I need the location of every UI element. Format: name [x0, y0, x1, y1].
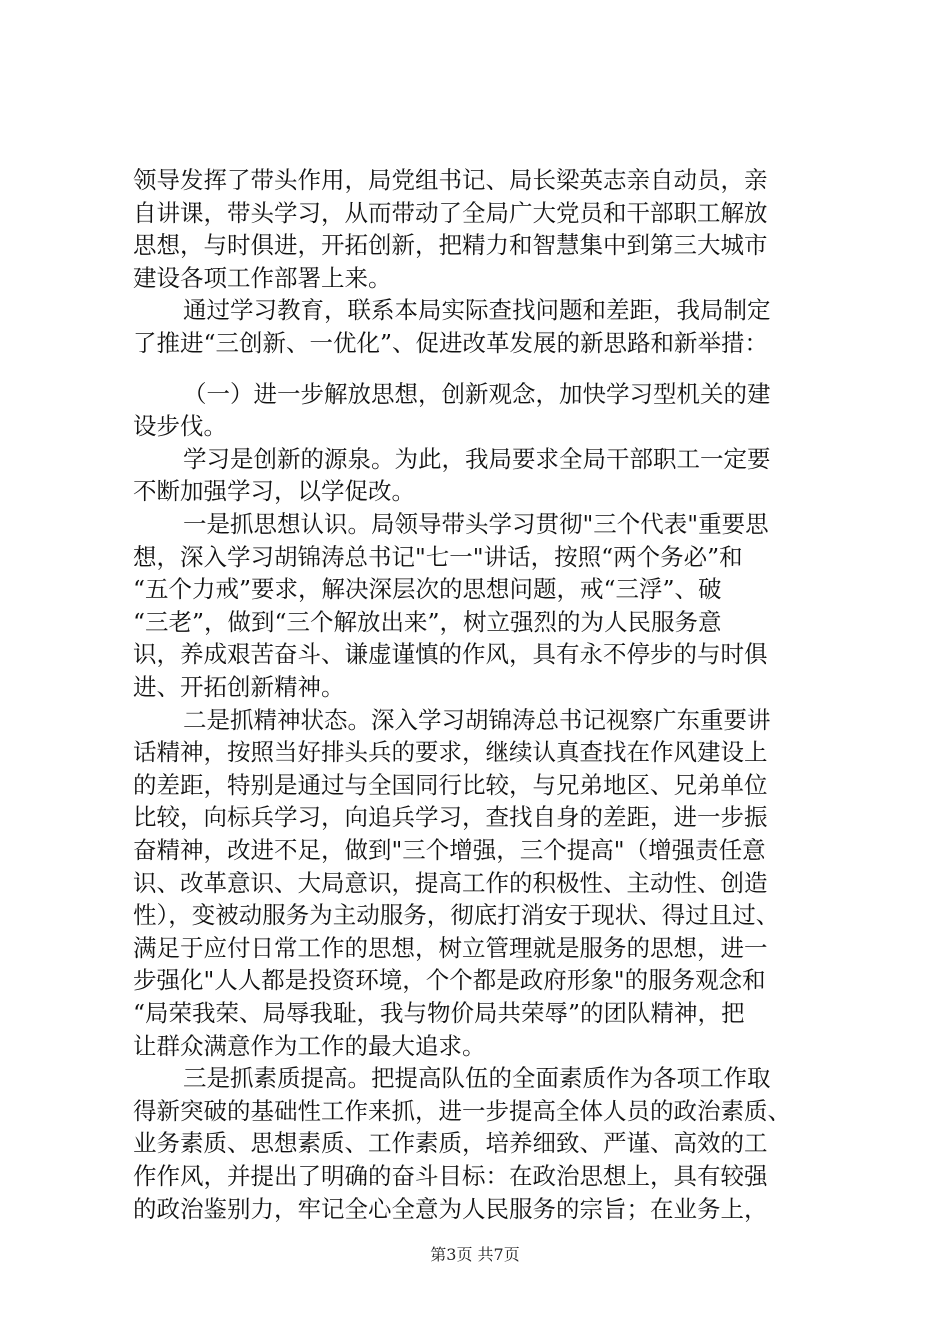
paragraph-first-line: 一是抓思想认识。局领导带头学习贯彻"三个代表"重要思 [183, 510, 769, 538]
body-text-line: 得新突破的基础性工作来抓，进一步提高全体人员的政治素质、 [133, 1097, 791, 1125]
body-text-line: “局荣我荣、局辱我耻，我与物价局共荣辱”的团队精神，把 [133, 999, 745, 1027]
body-text-line: 业务素质、思想素质、工作素质，培养细致、严谨、高效的工 [133, 1129, 768, 1157]
body-text-line: 想，深入学习胡锦涛总书记"七一"讲话，按照“两个务必”和 [133, 543, 743, 571]
body-text-line: 建设各项工作部署上来。 [133, 264, 392, 292]
body-text-line: 步强化"人人都是投资环境，个个都是政府形象"的服务观念和 [133, 966, 766, 994]
body-text-line: 识、改革意识、大局意识，提高工作的积极性、主动性、创造 [133, 869, 768, 897]
section-heading: （一）进一步解放思想，创新观念，加快学习型机关的建 [183, 380, 771, 408]
page-number-footer: 第3页 共7页 [430, 1245, 520, 1264]
body-text-line: “三老”，做到“三个解放出来”，树立强烈的为人民服务意 [133, 608, 722, 636]
body-text-line: 比较，向标兵学习，向追兵学习，查找自身的差距，进一步振 [133, 803, 768, 831]
body-text-line: 奋精神，改进不足，做到"三个增强，三个提高"（增强责任意 [133, 836, 766, 864]
paragraph-first-line: 学习是创新的源泉。为此，我局要求全局干部职工一定要 [183, 445, 771, 473]
body-text-line: 满足于应付日常工作的思想，树立管理就是服务的思想，进一 [133, 934, 768, 962]
body-text-line: 进、开拓创新精神。 [133, 673, 345, 701]
body-text-line: 领导发挥了带头作用，局党组书记、局长梁英志亲自动员，亲 [133, 166, 768, 194]
paragraph-first-line: 三是抓素质提高。把提高队伍的全面素质作为各项工作取 [183, 1064, 771, 1092]
body-text-line: 话精神，按照当好排头兵的要求，继续认真查找在作风建设上 [133, 738, 768, 766]
body-text-line: 了推进“三创新、一优化”、促进改革发展的新思路和新举措： [133, 329, 769, 357]
paragraph-first-line: 二是抓精神状态。深入学习胡锦涛总书记视察广东重要讲 [183, 706, 771, 734]
body-text-line: 识，养成艰苦奋斗、谦虚谨慎的作风，具有永不停步的与时俱 [133, 640, 768, 668]
body-text-line: 不断加强学习，以学促改。 [133, 477, 415, 505]
body-text-line: “五个力戒”要求，解决深层次的思想问题，戒“三浮”、破 [133, 575, 722, 603]
paragraph-first-line: 通过学习教育，联系本局实际查找问题和差距，我局制定 [183, 296, 771, 324]
body-text-line: 作作风，并提出了明确的奋斗目标：在政治思想上，具有较强 [133, 1162, 768, 1190]
body-text-line: 思想，与时俱进，开拓创新，把精力和智慧集中到第三大城市 [133, 231, 768, 259]
body-text-line: 设步伐。 [133, 412, 227, 440]
body-text-line: 让群众满意作为工作的最大追求。 [133, 1032, 486, 1060]
body-text-line: 自讲课，带头学习，从而带动了全局广大党员和干部职工解放 [133, 199, 768, 227]
body-text-line: 性），变被动服务为主动服务，彻底打消安于现状、得过且过、 [133, 901, 780, 929]
body-text-line: 的政治鉴别力，牢记全心全意为人民服务的宗旨；在业务上， [133, 1195, 768, 1223]
body-text-line: 的差距，特别是通过与全国同行比较，与兄弟地区、兄弟单位 [133, 771, 768, 799]
